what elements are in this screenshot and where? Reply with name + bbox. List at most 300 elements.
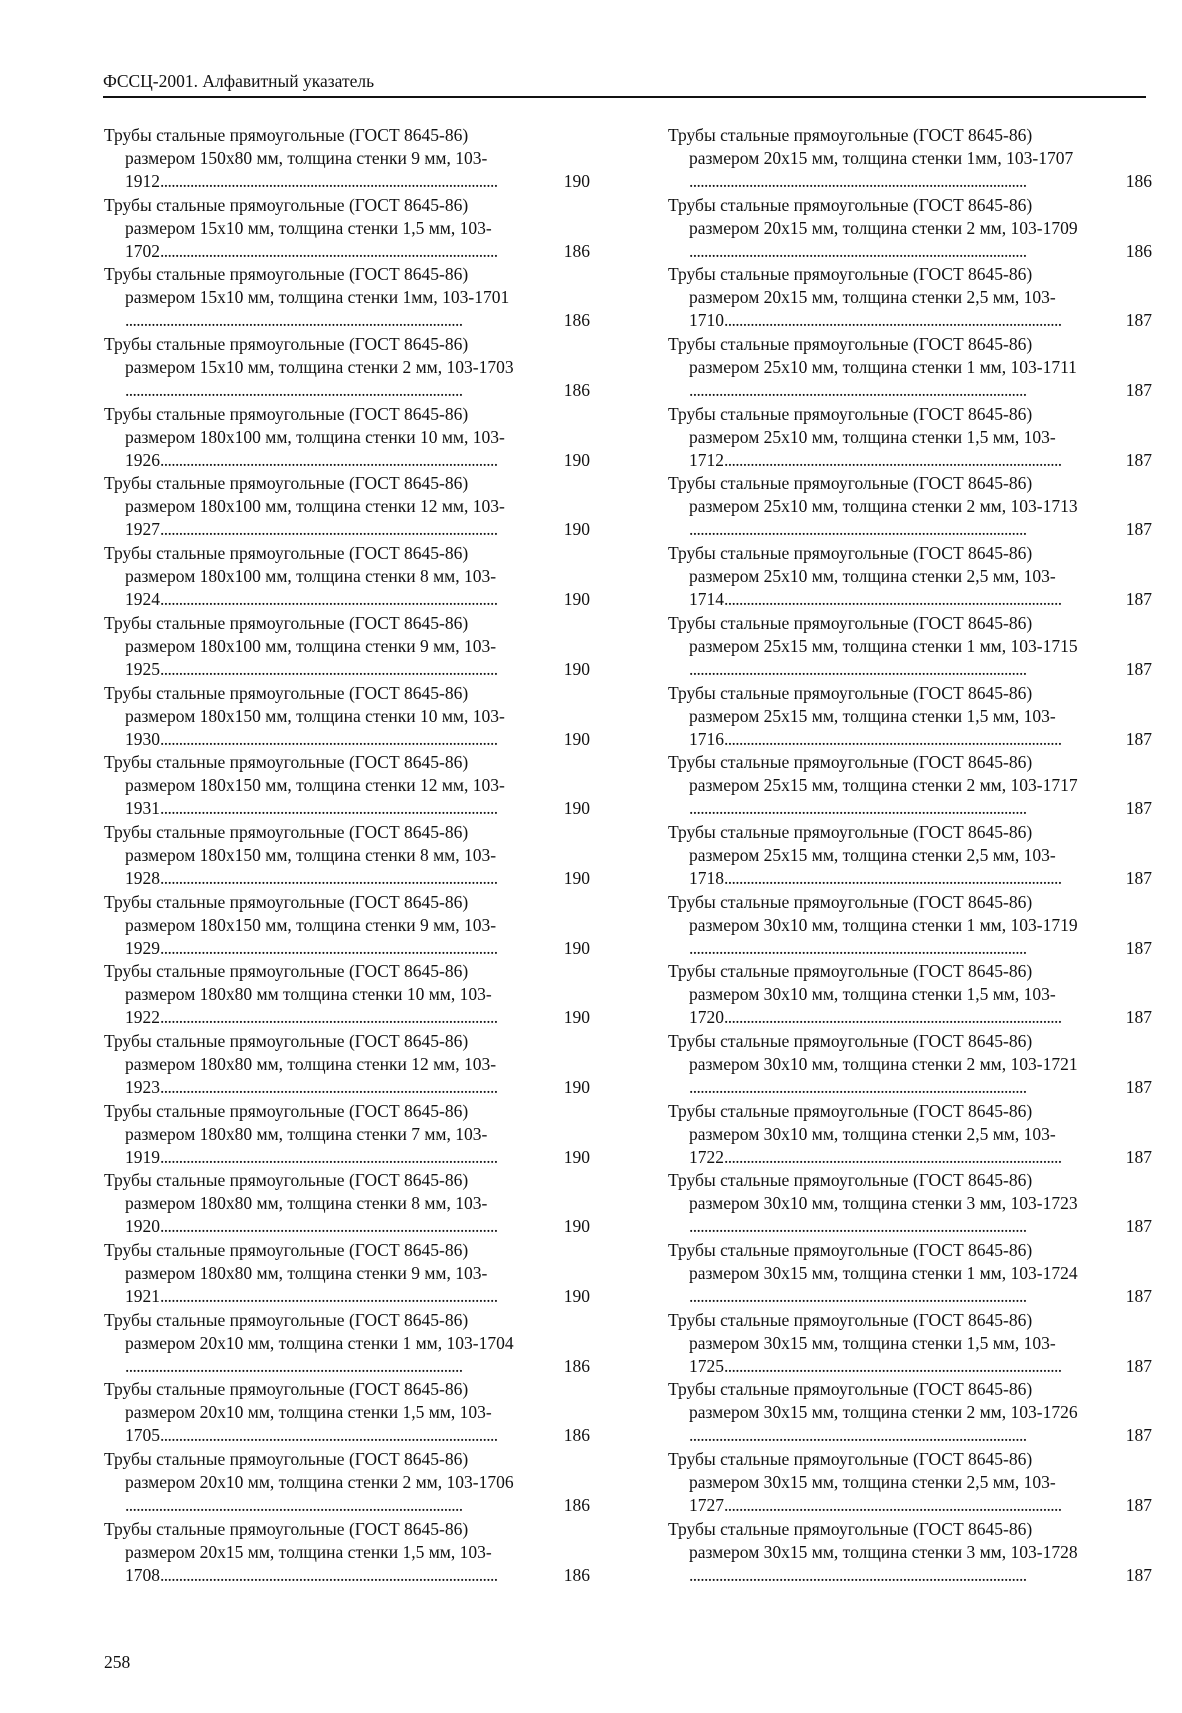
- entry-description: размером 25x15 мм, толщина стенки 1,5 мм, 103-: [689, 705, 1056, 726]
- entry-description: размером 20x15 мм, толщина стенки 1,5 мм, 103-: [125, 1541, 492, 1562]
- entry-title: Трубы стальные прямоугольные (ГОСТ 8645-86): [104, 1449, 469, 1470]
- index-entry: [668, 821, 1152, 891]
- entry-description: размером 180x100 мм, толщина стенки 10 мм, 103-: [125, 426, 505, 447]
- index-entry: [104, 1378, 590, 1448]
- index-entry: [104, 1448, 590, 1518]
- entry-leader-row: [125, 658, 590, 681]
- entry-leader-row: [689, 309, 1152, 332]
- entry-leader-row: [689, 1424, 1152, 1447]
- entry-body: [668, 286, 1152, 332]
- entry-description: размером 20x10 мм, толщина стенки 2 мм, 103-1706: [125, 1472, 514, 1493]
- entry-code: 1925: [125, 658, 160, 679]
- entry-leader-row: [125, 240, 590, 263]
- entry-title: Трубы стальные прямоугольные (ГОСТ 8645-86): [668, 682, 1033, 703]
- entry-leader-row: [689, 867, 1152, 890]
- entry-page-ref: 190: [563, 1146, 590, 1167]
- index-entry: [668, 1100, 1152, 1170]
- entry-body: [104, 217, 590, 263]
- index-entry: [104, 612, 590, 682]
- entry-code: 1716: [689, 728, 724, 749]
- entry-leader-row: [689, 1146, 1152, 1169]
- index-entry: [668, 960, 1152, 1030]
- entry-code: 1725: [689, 1355, 724, 1376]
- entry-title: Трубы стальные прямоугольные (ГОСТ 8645-86): [668, 891, 1033, 912]
- entry-title: Трубы стальные прямоугольные (ГОСТ 8645-86): [104, 612, 469, 633]
- entry-page-ref: 190: [563, 1286, 590, 1306]
- entry-description: размером 20x10 мм, толщина стенки 1,5 мм, 103-: [125, 1402, 492, 1423]
- entry-code: 1919: [125, 1146, 160, 1167]
- entry-description: размером 15x10 мм, толщина стенки 1мм, 103-1701: [125, 287, 510, 308]
- entry-body: [104, 844, 590, 890]
- entry-description: размером 25x10 мм, толщина стенки 1 мм, 103-1711: [689, 357, 1077, 378]
- entry-body: [668, 983, 1152, 1029]
- entry-page-ref: 187: [1125, 1495, 1152, 1516]
- entry-title: Трубы стальные прямоугольные (ГОСТ 8645-86): [668, 961, 1033, 982]
- entry-code: 1727: [689, 1495, 724, 1516]
- entry-page-ref: 187: [1125, 1425, 1152, 1446]
- dot-leader: [689, 240, 1125, 263]
- entry-description: размером 30x10 мм, толщина стенки 1,5 мм, 103-: [689, 984, 1056, 1005]
- entry-leader-row: [125, 1006, 590, 1029]
- entry-page-ref: 186: [563, 1355, 590, 1376]
- entry-leader-row: [689, 1355, 1152, 1378]
- entry-body: [668, 1401, 1152, 1447]
- entry-code: 1718: [689, 867, 724, 888]
- entry-body: [104, 1541, 590, 1587]
- index-entry: [104, 960, 590, 1030]
- entry-page-ref: 190: [563, 728, 590, 749]
- entry-title: Трубы стальные прямоугольные (ГОСТ 8645-86): [104, 1100, 469, 1121]
- entry-description: размером 30x10 мм, толщина стенки 2,5 мм, 103-: [689, 1123, 1056, 1144]
- entry-title: Трубы стальные прямоугольные (ГОСТ 8645-86): [104, 752, 469, 773]
- index-entry: [104, 1100, 590, 1170]
- entry-page-ref: 190: [563, 449, 590, 470]
- dot-leader: [160, 797, 563, 820]
- entry-page-ref: 187: [1125, 1564, 1152, 1585]
- dot-leader: [160, 1215, 563, 1238]
- entry-leader-row: [689, 1215, 1152, 1238]
- index-entry: [104, 1239, 590, 1309]
- entry-page-ref: 190: [563, 1216, 590, 1237]
- entry-body: [104, 1471, 590, 1517]
- index-entry: [104, 542, 590, 612]
- entry-body: [104, 565, 590, 611]
- entry-description: размером 180x80 мм, толщина стенки 7 мм, 103-: [125, 1123, 488, 1144]
- index-entry: [668, 1239, 1152, 1309]
- entry-page-ref: 187: [1125, 310, 1152, 331]
- dot-leader: [724, 588, 1125, 611]
- index-entry: [668, 1309, 1152, 1379]
- entry-body: [668, 565, 1152, 611]
- index-entry: [104, 124, 590, 194]
- entry-body: [668, 914, 1152, 960]
- dot-leader: [160, 518, 563, 541]
- entry-description: размером 180x150 мм, толщина стенки 10 мм, 103-: [125, 705, 505, 726]
- entry-code: 1927: [125, 519, 160, 540]
- index-entry: [668, 263, 1152, 333]
- dot-leader: [160, 240, 563, 263]
- entry-title: Трубы стальные прямоугольные (ГОСТ 8645-86): [104, 403, 469, 424]
- dot-leader: [125, 309, 563, 332]
- entry-description: размером 30x15 мм, толщина стенки 1,5 мм, 103-: [689, 1332, 1056, 1353]
- entry-leader-row: [125, 1355, 590, 1378]
- dot-leader: [689, 658, 1125, 681]
- index-entry: [104, 403, 590, 473]
- entry-code: 1712: [689, 449, 724, 470]
- dot-leader: [689, 1076, 1125, 1099]
- index-entry: [104, 472, 590, 542]
- entry-title: Трубы стальные прямоугольные (ГОСТ 8645-86): [668, 543, 1033, 564]
- entry-leader-row: [689, 797, 1152, 820]
- dot-leader: [724, 1355, 1125, 1378]
- dot-leader: [689, 379, 1125, 402]
- dot-leader: [160, 1146, 563, 1169]
- entry-body: [104, 705, 590, 751]
- entry-leader-row: [689, 449, 1152, 472]
- entry-body: [104, 147, 590, 193]
- entry-leader-row: [689, 1076, 1152, 1099]
- entry-leader-row: [125, 588, 590, 611]
- entry-body: [668, 1471, 1152, 1517]
- dot-leader: [160, 867, 563, 890]
- dot-leader: [160, 728, 563, 751]
- entry-code: 1923: [125, 1076, 160, 1097]
- entry-leader-row: [689, 728, 1152, 751]
- index-entry: [668, 1030, 1152, 1100]
- dot-leader: [689, 937, 1125, 960]
- entry-description: размером 30x15 мм, толщина стенки 3 мм, 103-1728: [689, 1541, 1078, 1562]
- entry-body: [104, 426, 590, 472]
- dot-leader: [125, 379, 563, 402]
- dot-leader: [689, 1215, 1125, 1238]
- entry-description: размером 25x15 мм, толщина стенки 2,5 мм, 103-: [689, 844, 1056, 865]
- entry-leader-row: [689, 658, 1152, 681]
- entry-code: 1920: [125, 1216, 160, 1237]
- entry-description: размером 25x10 мм, толщина стенки 2 мм, 103-1713: [689, 496, 1078, 517]
- entry-page-ref: 187: [1125, 1286, 1152, 1306]
- entry-body: [668, 774, 1152, 820]
- dot-leader: [160, 937, 563, 960]
- index-entry: [668, 542, 1152, 612]
- entry-body: [104, 635, 590, 681]
- entry-code: 1928: [125, 867, 160, 888]
- entry-page-ref: 190: [563, 589, 590, 610]
- entry-leader-row: [125, 1285, 590, 1308]
- entry-page-ref: 190: [563, 867, 590, 888]
- entry-title: Трубы стальные прямоугольные (ГОСТ 8645-86): [668, 334, 1033, 355]
- entry-body: [104, 1192, 590, 1238]
- entry-leader-row: [125, 170, 590, 193]
- index-entry: [104, 263, 590, 333]
- entry-description: размером 30x10 мм, толщина стенки 3 мм, 103-1723: [689, 1193, 1078, 1214]
- entry-description: размером 150x80 мм, толщина стенки 9 мм, 103-: [125, 148, 488, 168]
- entry-description: размером 180x80 мм толщина стенки 10 мм, 103-: [125, 984, 492, 1005]
- entry-title: Трубы стальные прямоугольные (ГОСТ 8645-86): [104, 961, 469, 982]
- entry-description: размером 25x15 мм, толщина стенки 1 мм, 103-1715: [689, 635, 1078, 656]
- entry-description: размером 30x10 мм, толщина стенки 2 мм, 103-1721: [689, 1053, 1078, 1074]
- entry-description: размером 30x15 мм, толщина стенки 1 мм, 103-1724: [689, 1263, 1078, 1283]
- entry-title: Трубы стальные прямоугольные (ГОСТ 8645-86): [668, 473, 1033, 494]
- index-entry: [104, 1169, 590, 1239]
- dot-leader: [689, 1285, 1125, 1308]
- index-entry: [668, 403, 1152, 473]
- entry-title: Трубы стальные прямоугольные (ГОСТ 8645-86): [668, 264, 1033, 285]
- entry-page-ref: 187: [1125, 1007, 1152, 1028]
- running-header: ФССЦ-2001. Алфавитный указатель: [103, 70, 1146, 98]
- entry-title: Трубы стальные прямоугольные (ГОСТ 8645-86): [104, 682, 469, 703]
- entry-description: размером 25x15 мм, толщина стенки 2 мм, 103-1717: [689, 775, 1078, 796]
- dot-leader: [724, 449, 1125, 472]
- index-entry: [668, 682, 1152, 752]
- dot-leader: [724, 728, 1125, 751]
- index-entry: [104, 194, 590, 264]
- entry-leader-row: [125, 1076, 590, 1099]
- entry-leader-row: [125, 518, 590, 541]
- index-entry: [668, 751, 1152, 821]
- index-entry: [668, 891, 1152, 961]
- dot-leader: [724, 1006, 1125, 1029]
- entry-body: [668, 1332, 1152, 1378]
- entry-page-ref: 187: [1125, 658, 1152, 679]
- entry-page-ref: 186: [563, 380, 590, 401]
- entry-page-ref: 186: [563, 240, 590, 261]
- entry-title: Трубы стальные прямоугольные (ГОСТ 8645-86): [104, 264, 469, 285]
- entry-code: 1708: [125, 1564, 160, 1585]
- entry-title: Трубы стальные прямоугольные (ГОСТ 8645-86): [668, 125, 1033, 145]
- entry-description: размером 180x80 мм, толщина стенки 9 мм, 103-: [125, 1263, 488, 1283]
- entry-page-ref: 187: [1125, 867, 1152, 888]
- index-entry: [668, 194, 1152, 264]
- entry-title: Трубы стальные прямоугольные (ГОСТ 8645-86): [104, 1240, 469, 1260]
- entry-leader-row: [125, 1146, 590, 1169]
- entry-leader-row: [689, 1006, 1152, 1029]
- entry-title: Трубы стальные прямоугольные (ГОСТ 8645-86): [668, 1518, 1033, 1539]
- entry-body: [104, 356, 590, 402]
- entry-title: Трубы стальные прямоугольные (ГОСТ 8645-86): [668, 612, 1033, 633]
- entry-code: 1922: [125, 1007, 160, 1028]
- index-entry: [668, 1518, 1152, 1588]
- entry-body: [668, 1123, 1152, 1169]
- entry-title: Трубы стальные прямоугольные (ГОСТ 8645-86): [668, 194, 1033, 215]
- entry-page-ref: 187: [1125, 1216, 1152, 1237]
- entry-page-ref: 187: [1125, 1355, 1152, 1376]
- dot-leader: [724, 867, 1125, 890]
- entry-title: Трубы стальные прямоугольные (ГОСТ 8645-86): [104, 1030, 469, 1051]
- entry-leader-row: [125, 937, 590, 960]
- entry-description: размером 30x10 мм, толщина стенки 1 мм, 103-1719: [689, 914, 1078, 935]
- entry-title: Трубы стальные прямоугольные (ГОСТ 8645-86): [104, 1309, 469, 1330]
- entry-page-ref: 187: [1125, 589, 1152, 610]
- entry-page-ref: 187: [1125, 937, 1152, 958]
- index-entry: [668, 472, 1152, 542]
- entry-title: Трубы стальные прямоугольные (ГОСТ 8645-86): [104, 1379, 469, 1400]
- entry-page-ref: 186: [563, 1425, 590, 1446]
- dot-leader: [160, 1564, 563, 1587]
- entry-code: 1710: [689, 310, 724, 331]
- entry-description: размером 20x15 мм, толщина стенки 2,5 мм, 103-: [689, 287, 1056, 308]
- entry-page-ref: 187: [1125, 1146, 1152, 1167]
- entry-description: размером 180x100 мм, толщина стенки 12 мм, 103-: [125, 496, 505, 517]
- right-column: [668, 124, 1152, 1587]
- entry-title: Трубы стальные прямоугольные (ГОСТ 8645-86): [668, 1449, 1033, 1470]
- entry-title: Трубы стальные прямоугольные (ГОСТ 8645-86): [668, 1379, 1033, 1400]
- entry-description: размером 20x10 мм, толщина стенки 1 мм, 103-1704: [125, 1332, 514, 1353]
- left-column: [104, 124, 590, 1587]
- dot-leader: [724, 1494, 1125, 1517]
- entry-description: размером 15x10 мм, толщина стенки 2 мм, 103-1703: [125, 357, 514, 378]
- entry-body: [668, 844, 1152, 890]
- entry-page-ref: 187: [1125, 1076, 1152, 1097]
- entry-title: Трубы стальные прямоугольные (ГОСТ 8645-86): [668, 403, 1033, 424]
- entry-description: размером 180x80 мм, толщина стенки 12 мм, 103-: [125, 1053, 497, 1074]
- index-entry: [668, 1169, 1152, 1239]
- entry-page-ref: 190: [563, 798, 590, 819]
- entry-page-ref: 187: [1125, 798, 1152, 819]
- entry-page-ref: 190: [563, 937, 590, 958]
- entry-body: [104, 774, 590, 820]
- entry-title: Трубы стальные прямоугольные (ГОСТ 8645-86): [668, 1100, 1033, 1121]
- dot-leader: [689, 1564, 1125, 1587]
- entry-body: [104, 286, 590, 332]
- dot-leader: [160, 1006, 563, 1029]
- entry-leader-row: [125, 379, 590, 402]
- entry-title: Трубы стальные прямоугольные (ГОСТ 8645-86): [104, 891, 469, 912]
- entry-page-ref: 190: [563, 1007, 590, 1028]
- entry-body: [668, 1192, 1152, 1238]
- entry-leader-row: [689, 937, 1152, 960]
- entry-description: размером 180x100 мм, толщина стенки 8 мм, 103-: [125, 566, 497, 587]
- index-entry: [668, 1378, 1152, 1448]
- entry-page-ref: 186: [1125, 171, 1152, 191]
- entry-code: 1705: [125, 1425, 160, 1446]
- entry-code: 1926: [125, 449, 160, 470]
- entry-body: [668, 495, 1152, 541]
- entry-title: Трубы стальные прямоугольные (ГОСТ 8645-86): [104, 1518, 469, 1539]
- entry-body: [668, 1262, 1152, 1308]
- dot-leader: [724, 309, 1125, 332]
- entry-leader-row: [125, 867, 590, 890]
- entry-title: Трубы стальные прямоугольные (ГОСТ 8645-86): [668, 1170, 1033, 1191]
- entry-description: размером 180x80 мм, толщина стенки 8 мм, 103-: [125, 1193, 488, 1214]
- dot-leader: [125, 1355, 563, 1378]
- entry-body: [104, 1123, 590, 1169]
- entry-description: размером 180x150 мм, толщина стенки 8 мм, 103-: [125, 844, 497, 865]
- entry-page-ref: 190: [563, 519, 590, 540]
- dot-leader: [160, 658, 563, 681]
- entry-page-ref: 187: [1125, 728, 1152, 749]
- entry-code: 1930: [125, 728, 160, 749]
- entry-body: [104, 1401, 590, 1447]
- index-entry: [104, 891, 590, 961]
- entry-title: Трубы стальные прямоугольные (ГОСТ 8645-86): [668, 752, 1033, 773]
- entry-title: Трубы стальные прямоугольные (ГОСТ 8645-86): [104, 194, 469, 215]
- entry-body: [104, 914, 590, 960]
- entry-leader-row: [125, 797, 590, 820]
- entry-body: [668, 217, 1152, 263]
- entry-leader-row: [689, 1564, 1152, 1587]
- entry-page-ref: 187: [1125, 449, 1152, 470]
- page-number: 258: [104, 1652, 131, 1672]
- entry-title: Трубы стальные прямоугольные (ГОСТ 8645-86): [668, 1030, 1033, 1051]
- entry-title: Трубы стальные прямоугольные (ГОСТ 8645-86): [104, 473, 469, 494]
- dot-leader: [125, 1494, 563, 1517]
- entry-description: размером 180x150 мм, толщина стенки 12 мм, 103-: [125, 775, 505, 796]
- entry-page-ref: 186: [563, 1495, 590, 1516]
- dot-leader: [689, 797, 1125, 820]
- entry-leader-row: [125, 1424, 590, 1447]
- dot-leader: [160, 1424, 563, 1447]
- entry-page-ref: 187: [1125, 380, 1152, 401]
- index-entry: [104, 333, 590, 403]
- entry-body: [668, 147, 1152, 193]
- entry-leader-row: [125, 1494, 590, 1517]
- entry-body: [104, 1053, 590, 1099]
- index-entry: [104, 821, 590, 891]
- index-entry: [104, 751, 590, 821]
- entry-description: размером 180x150 мм, толщина стенки 9 мм, 103-: [125, 914, 497, 935]
- entry-leader-row: [125, 309, 590, 332]
- entry-description: размером 30x15 мм, толщина стенки 2,5 мм, 103-: [689, 1472, 1056, 1493]
- entry-body: [668, 1541, 1152, 1587]
- entry-page-ref: 187: [1125, 519, 1152, 540]
- entry-page-ref: 190: [563, 658, 590, 679]
- entry-code: 1924: [125, 589, 160, 610]
- entry-code: 1921: [125, 1286, 160, 1306]
- entry-page-ref: 186: [563, 310, 590, 331]
- entry-leader-row: [689, 1285, 1152, 1308]
- entry-code: 1722: [689, 1146, 724, 1167]
- entry-leader-row: [125, 728, 590, 751]
- entry-page-ref: 186: [1125, 240, 1152, 261]
- entry-description: размером 20x15 мм, толщина стенки 1мм, 103-1707: [689, 148, 1074, 168]
- entry-title: Трубы стальные прямоугольные (ГОСТ 8645-86): [668, 1309, 1033, 1330]
- dot-leader: [160, 449, 563, 472]
- entry-leader-row: [689, 379, 1152, 402]
- entry-title: Трубы стальные прямоугольные (ГОСТ 8645-86): [668, 821, 1033, 842]
- entry-title: Трубы стальные прямоугольные (ГОСТ 8645-86): [104, 334, 469, 355]
- entry-body: [668, 705, 1152, 751]
- entry-code: 1702: [125, 240, 160, 261]
- dot-leader: [724, 1146, 1125, 1169]
- dot-leader: [689, 1424, 1125, 1447]
- index-entry: [668, 1448, 1152, 1518]
- entry-title: Трубы стальные прямоугольные (ГОСТ 8645-86): [104, 821, 469, 842]
- entry-description: размером 20x15 мм, толщина стенки 2 мм, 103-1709: [689, 217, 1078, 238]
- entry-leader-row: [125, 1564, 590, 1587]
- dot-leader: [689, 518, 1125, 541]
- entry-description: размером 180x100 мм, толщина стенки 9 мм, 103-: [125, 635, 497, 656]
- entry-description: размером 15x10 мм, толщина стенки 1,5 мм, 103-: [125, 217, 492, 238]
- entry-leader-row: [125, 1215, 590, 1238]
- dot-leader: [160, 588, 563, 611]
- index-entry: [104, 682, 590, 752]
- entry-leader-row: [689, 1494, 1152, 1517]
- entry-body: [104, 495, 590, 541]
- entry-code: 1929: [125, 937, 160, 958]
- entry-title: Трубы стальные прямоугольные (ГОСТ 8645-86): [104, 543, 469, 564]
- dot-leader: [160, 1076, 563, 1099]
- entry-leader-row: [125, 449, 590, 472]
- entry-page-ref: 190: [563, 1076, 590, 1097]
- entry-body: [104, 983, 590, 1029]
- entry-code: 1931: [125, 798, 160, 819]
- index-entry: [668, 124, 1152, 194]
- entry-code: 1720: [689, 1007, 724, 1028]
- entry-page-ref: 186: [563, 1564, 590, 1585]
- index-entry: [668, 333, 1152, 403]
- entry-leader-row: [689, 240, 1152, 263]
- entry-leader-row: [689, 518, 1152, 541]
